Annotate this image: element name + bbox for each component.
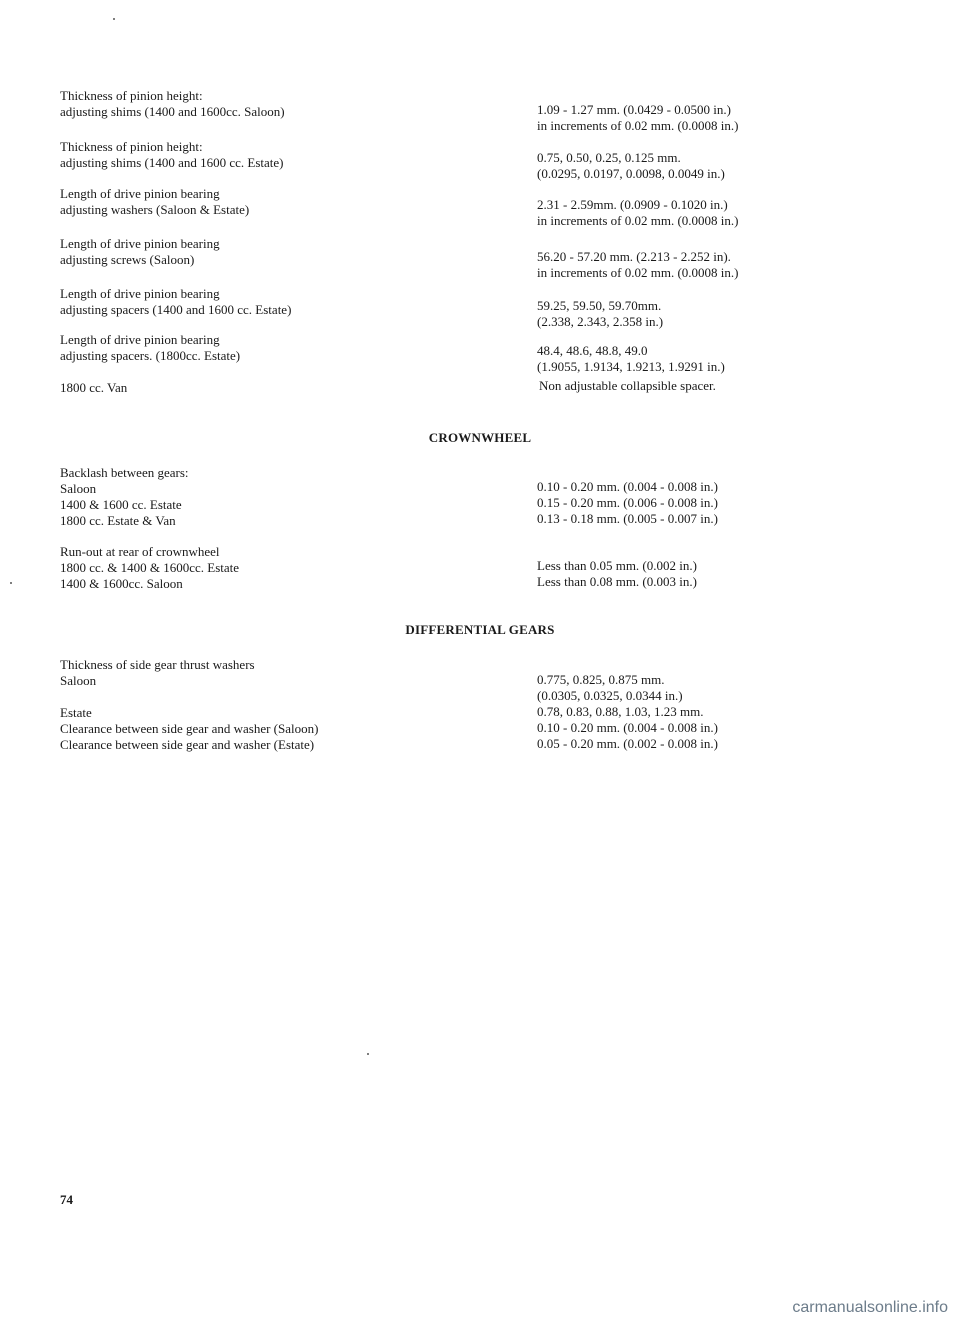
value-line: 0.775, 0.825, 0.875 mm. — [537, 672, 665, 687]
backlash-values — [537, 479, 718, 527]
differential-values — [537, 672, 718, 752]
label-line: Thickness of pinion height: — [60, 88, 203, 103]
label-line: adjusting spacers (1400 and 1600 cc. Estate) — [60, 302, 292, 317]
label-line: Length of drive pinion bearing — [60, 286, 220, 301]
value-line: (1.9055, 1.9134, 1.9213, 1.9291 in.) — [537, 359, 725, 374]
value-line: 0.15 - 0.20 mm. (0.006 - 0.008 in.) — [537, 495, 718, 510]
label-line: adjusting spacers. (1800cc. Estate) — [60, 348, 241, 363]
value-line: (0.0295, 0.0197, 0.0098, 0.0049 in.) — [537, 166, 725, 181]
label-line: Estate — [60, 705, 92, 720]
label-line: 1800 cc. Van — [60, 380, 128, 395]
section-heading-differential-gears: DIFFERENTIAL GEARS — [405, 622, 555, 637]
pinion-row-4-value — [537, 298, 663, 330]
label-line — [60, 689, 318, 705]
label-line: adjusting shims (1400 and 1600cc. Saloon) — [60, 104, 285, 119]
value-line: Non adjustable collapsible spacer. — [539, 378, 716, 393]
value-line: 0.10 - 0.20 mm. (0.004 - 0.008 in.) — [537, 479, 718, 494]
value-line: 0.10 - 0.20 mm. (0.004 - 0.008 in.) — [537, 720, 718, 735]
label-line: adjusting shims (1400 and 1600 cc. Estate) — [60, 155, 284, 170]
value-line: in increments of 0.02 mm. (0.0008 in.) — [537, 118, 739, 133]
value-line: 0.75, 0.50, 0.25, 0.125 mm. — [537, 150, 681, 165]
label-line: Length of drive pinion bearing — [60, 236, 220, 251]
pinion-row-2-label — [60, 186, 249, 218]
value-line: in increments of 0.02 mm. (0.0008 in.) — [537, 213, 739, 228]
value-line: 59.25, 59.50, 59.70mm. — [537, 298, 662, 313]
pinion-row-4-label — [60, 286, 291, 318]
pinion-row-0-value — [537, 102, 738, 134]
watermark: carmanualsonline.info — [792, 1299, 948, 1316]
pinion-row-6-value — [539, 378, 716, 394]
differential-labels — [60, 657, 318, 753]
label-line: Saloon — [60, 673, 97, 688]
label-line: 1800 cc. Estate & Van — [60, 513, 176, 528]
label-line: 1400 & 1600cc. Saloon — [60, 576, 183, 591]
value-line: 0.78, 0.83, 0.88, 1.03, 1.23 mm. — [537, 704, 704, 719]
label-line: Clearance between side gear and washer (Saloon) — [60, 721, 319, 736]
value-line: 56.20 - 57.20 mm. (2.213 - 2.252 in). — [537, 249, 731, 264]
scan-speck — [367, 1053, 369, 1055]
page-number: 74 — [60, 1192, 73, 1207]
section-heading-crownwheel: CROWNWHEEL — [428, 430, 532, 445]
label-line: adjusting washers (Saloon & Estate) — [60, 202, 250, 217]
pinion-row-2-value — [537, 197, 738, 229]
pinion-row-0-label — [60, 88, 285, 120]
label-line: Thickness of pinion height: — [60, 139, 203, 154]
pinion-row-3-label — [60, 236, 220, 268]
backlash-labels — [60, 465, 189, 529]
pinion-row-6-label — [60, 380, 127, 396]
pinion-row-1-label — [60, 139, 284, 171]
value-line: 0.05 - 0.20 mm. (0.002 - 0.008 in.) — [537, 736, 718, 751]
runout-labels — [60, 544, 239, 592]
label-line: 1400 & 1600 cc. Estate — [60, 497, 182, 512]
label-line: 1800 cc. & 1400 & 1600cc. Estate — [60, 560, 240, 575]
value-line: Less than 0.05 mm. (0.002 in.) — [537, 558, 697, 573]
scan-speck — [113, 18, 115, 20]
label-line: Thickness of side gear thrust washers — [60, 657, 255, 672]
value-line: 2.31 - 2.59mm. (0.0909 - 0.1020 in.) — [537, 197, 728, 212]
pinion-row-5-value — [537, 343, 725, 375]
value-line: 1.09 - 1.27 mm. (0.0429 - 0.0500 in.) — [537, 102, 731, 117]
pinion-row-1-value — [537, 150, 725, 182]
value-line: 48.4, 48.6, 48.8, 49.0 — [537, 343, 648, 358]
label-line: adjusting screws (Saloon) — [60, 252, 195, 267]
value-line: in increments of 0.02 mm. (0.0008 in.) — [537, 265, 739, 280]
runout-values — [537, 558, 697, 590]
label-line: Length of drive pinion bearing — [60, 332, 220, 347]
value-line: Less than 0.08 mm. (0.003 in.) — [537, 574, 697, 589]
label-line: Saloon — [60, 481, 97, 496]
scan-speck — [10, 582, 12, 584]
value-line: 0.13 - 0.18 mm. (0.005 - 0.007 in.) — [537, 511, 718, 526]
value-line: (2.338, 2.343, 2.358 in.) — [537, 314, 664, 329]
label-line: Length of drive pinion bearing — [60, 186, 220, 201]
label-line: Clearance between side gear and washer (Estate) — [60, 737, 315, 752]
pinion-row-5-label — [60, 332, 240, 364]
label-line: Backlash between gears: — [60, 465, 189, 480]
label-line: Run-out at rear of crownwheel — [60, 544, 220, 559]
value-line: (0.0305, 0.0325, 0.0344 in.) — [537, 688, 683, 703]
pinion-row-3-value — [537, 249, 738, 281]
